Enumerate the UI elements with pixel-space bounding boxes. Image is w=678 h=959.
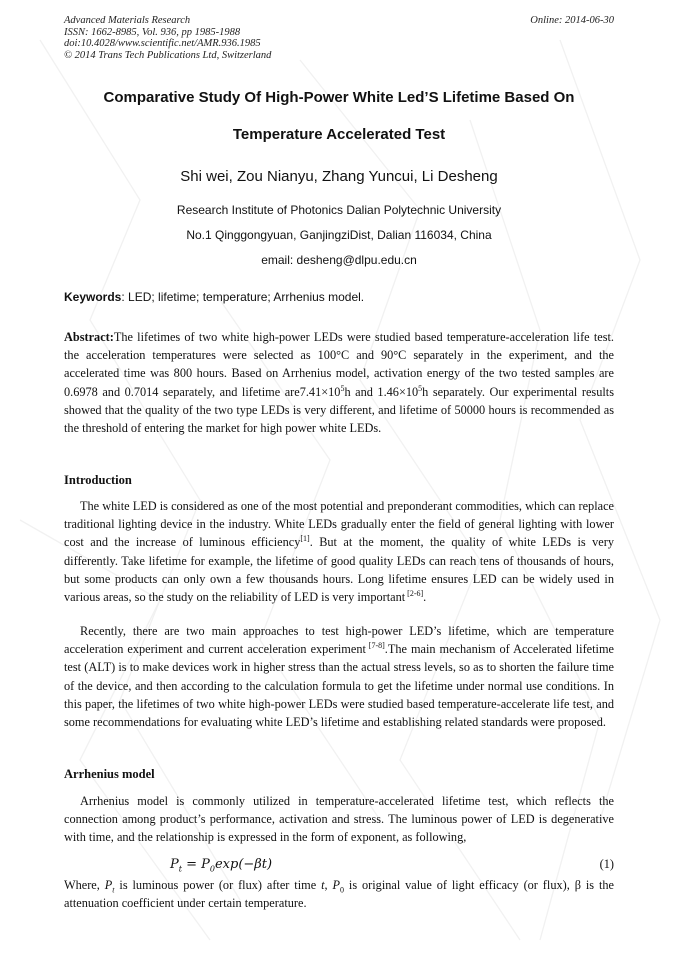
where-text-d: is original value of light efficacy (or flux), β is the attenuation coefficient under certain temperature.: [64, 878, 614, 911]
where-text-c: ,: [324, 878, 333, 892]
eq-subscript-0: 0: [209, 864, 215, 874]
citation-ref-2-6: [2-6]: [405, 588, 424, 598]
citation-ref-7-8: [7-8]: [365, 641, 385, 651]
where-text-a: Where,: [64, 878, 105, 892]
author-email: email: desheng@dlpu.edu.cn: [261, 253, 417, 267]
abstract-text-2: h and 1.46×10: [344, 384, 419, 399]
where-symbol-p: P: [104, 878, 113, 892]
intro-p1-text-a: The white LED is considered as one of the most potential and preponderant commodities, which can replace traditional lighting device in the industry. White LEDs gradually enter the field of general lighting with lower cost and the increase of luminous efficiency: [64, 499, 614, 550]
equation-1: [170, 857, 272, 872]
abstract-text-1: The lifetimes of two white high-power LEDs were studied based temperature-acceleration life test. the acceleration temperatures were selected as 100°C and 90°C separately in the experiment, and the accelerated time was 800 hours. Based on Arrhenius model, activation energy of the two tested samples are 0.6978 and 0.7014 separately, and lifetime are7.41×10: [64, 330, 614, 399]
where-text-b: is luminous power (or flux) after time: [114, 878, 322, 892]
arrhenius-heading: Arrhenius model: [64, 767, 155, 781]
arrhenius-paragraph: Arrhenius model is commonly utilized in temperature-accelerated lifetime test, which reflects the connection among product’s performance, activation and stress. The luminous power of LED is degenerative with time, and the relationship is expressed in the form of exponent, as following,: [64, 794, 614, 845]
eq-equals-p: = P: [181, 857, 210, 872]
online-date: Online: 2014-06-30: [530, 15, 614, 26]
intro-p2-text-b: .The main mechanism of Accelerated lifetime test (ALT) is to make devices work in higher stress than the actual stress levels, so as to shorten the failure time of the device, and then according to the calculation formula to get the lifetime under normal use conditions. In this paper, the lifetimes of two white high-power LEDs were studied based temperature-accelerate life test, and some recommendations for evaluating white LED’s lifetime and establishing related standards were proposed.: [64, 642, 614, 730]
introduction-paragraph-2: [64, 622, 614, 731]
doi: doi:10.4028/www.scientific.net/AMR.936.1985: [64, 38, 261, 49]
equation-number: (1): [599, 857, 614, 871]
intro-p1-text-c: .: [423, 590, 427, 605]
eq-symbol-p: P: [170, 857, 179, 872]
keywords: [64, 290, 614, 304]
where-subscript-t: t: [112, 885, 115, 895]
affiliation-address: No.1 Qinggongyuan, GanjingziDist, Dalian 116034, China: [186, 228, 492, 242]
paper-title-line-1: Comparative Study Of High-Power White Led’S Lifetime Based On: [103, 89, 575, 106]
paper-title-line-2: Temperature Accelerated Test: [232, 126, 446, 143]
abstract-text-3: h separately. Our experimental results showed that the quality of the two type LEDs is very different, and lifetime of 50000 hours is recommended as the threshold of entering the market for high power white LEDs.: [64, 384, 614, 436]
citation-ref-1: [1]: [300, 534, 310, 544]
journal-header: [64, 15, 271, 61]
affiliation-institute: Research Institute of Photonics Dalian Polytechnic University: [176, 203, 502, 217]
introduction-paragraph-1: [64, 497, 614, 606]
intro-p2-text-a: Recently, there are two main approaches to test high-power LED’s lifetime, which are temperature acceleration experiment and current acceleration experiment: [64, 624, 614, 657]
introduction-heading: Introduction: [64, 473, 132, 487]
abstract-exponent-2: 5: [418, 383, 423, 393]
equation-explanation: [64, 876, 614, 912]
intro-p1-text-b: . But at the moment, the quality of white LEDs is very differently. Take lifetime for example, the lifetime of good quality LEDs can reach tens of thousands of hours, but some products can only own a few thousands hours. Long lifetime ensures LED can be widely used in various areas, so the study on the reliability of LED is very important: [64, 535, 614, 605]
where-symbol-p0: P: [332, 878, 340, 892]
abstract-label: Abstract:: [64, 330, 114, 344]
authors: Shi wei, Zou Nianyu, Zhang Yuncui, Li Desheng: [180, 168, 498, 185]
abstract-exponent-1: 5: [340, 383, 345, 393]
where-subscript-0: 0: [340, 885, 344, 895]
copyright: © 2014 Trans Tech Publications Ltd, Switzerland: [64, 49, 272, 61]
eq-subscript-t: t: [178, 864, 182, 874]
abstract: [64, 328, 614, 437]
eq-exponent-term: exp(−βt): [214, 857, 273, 872]
keywords-text: : LED; lifetime; temperature; Arrhenius model.: [121, 290, 365, 304]
where-var-t: t: [321, 878, 325, 892]
keywords-label: Keywords: [64, 290, 122, 304]
issn: ISSN: 1662-8985, Vol. 936, pp 1985-1988: [64, 26, 241, 38]
journal-name: Advanced Materials Research: [64, 15, 191, 26]
